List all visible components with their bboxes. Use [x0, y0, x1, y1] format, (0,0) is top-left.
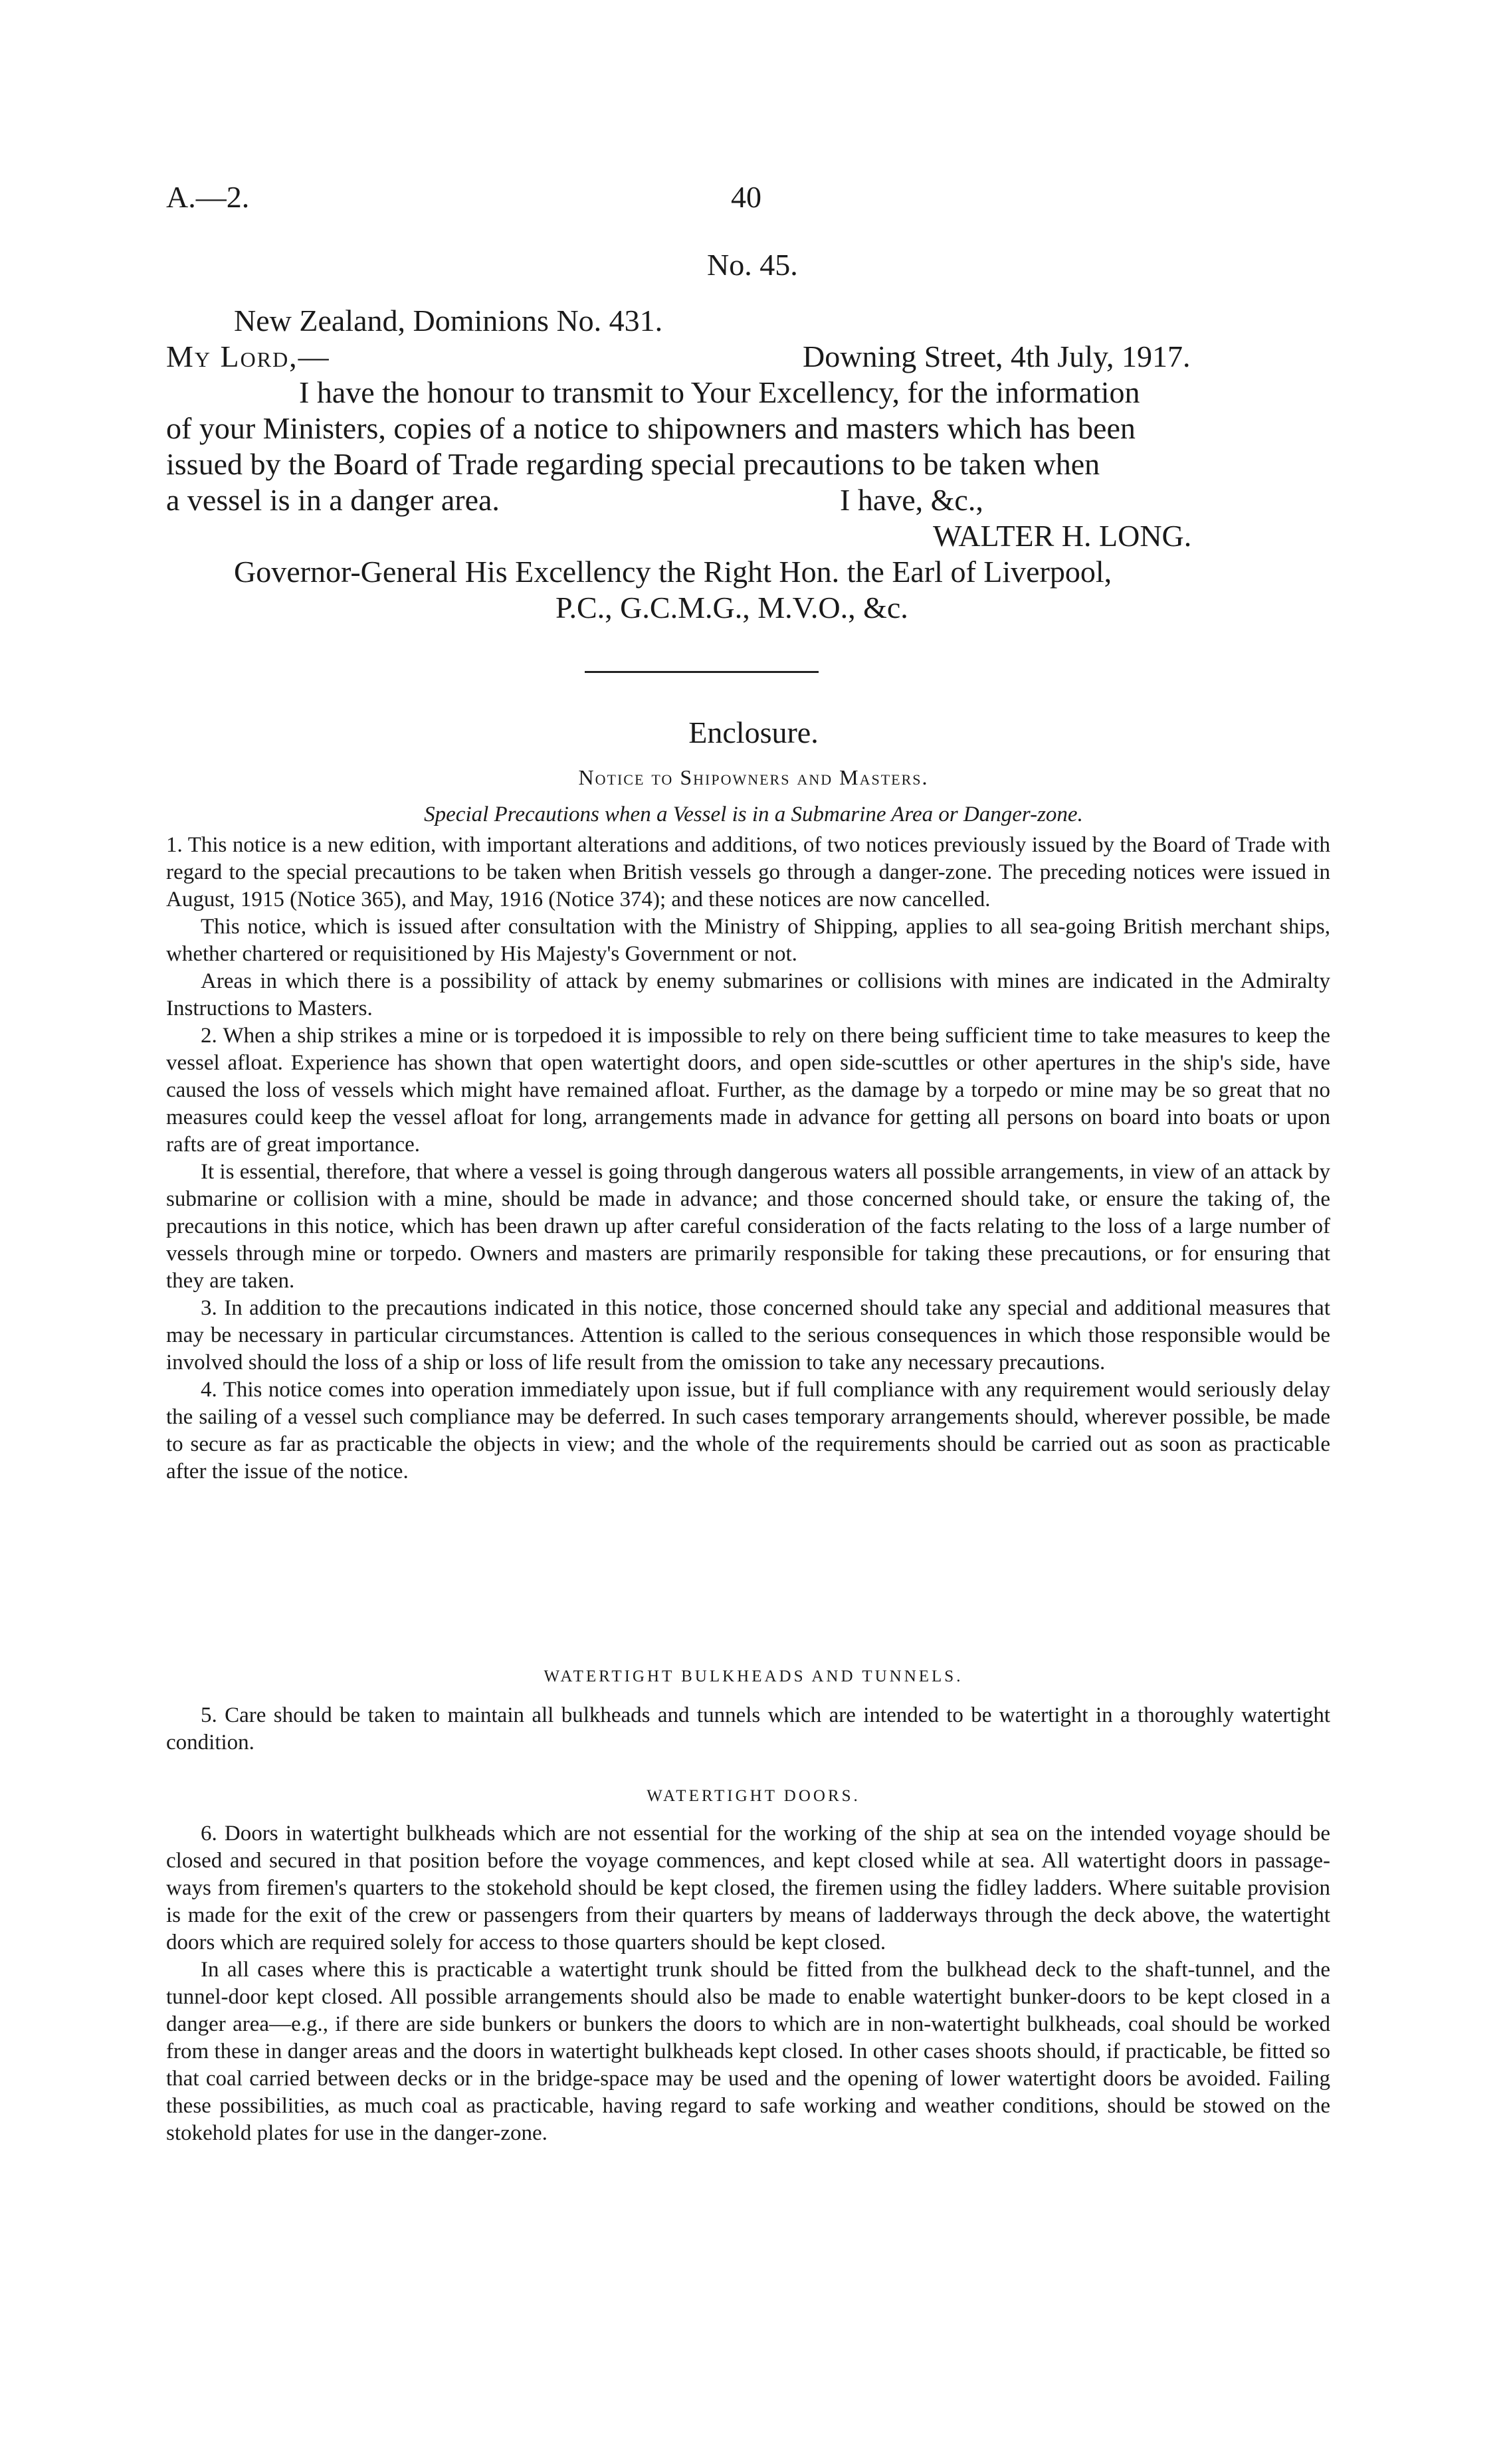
addressee-line: Governor-General His Excellency the Right Hon. the Earl of Liverpool,: [234, 555, 1112, 589]
despatch-body: [166, 375, 1330, 482]
body-line: issued by the Board of Trade regarding special precautions to be taken when: [166, 447, 1100, 481]
paragraph-4: 4. This notice comes into operation immediately upon issue, but if full compliance with any requirement would seriously delay the sailing of a vessel such compliance may be deferred. In such cases temporary arrangements should, wherever possible, be made to secure as far as practicable the objects in view; and the whole of the requirements should be carried out as soon as practicable after the issue of the notice.: [166, 1378, 1330, 1483]
notice-body-part2: [166, 1702, 1330, 1756]
signature: WALTER H. LONG.: [933, 519, 1192, 553]
notice-body-part1: [166, 832, 1330, 1485]
paragraph-2: 2. When a ship strikes a mine or is torpedoed it is impossible to rely on there being sufficient time to take measures to keep the vessel afloat. Experience has shown that open watertight doors, and open side-scuttles or other apertures in the ship's side, have caused the loss of vessels which might have remained afloat. Further, as the damage by a torpedo or mine may be so great that no measures could keep the vessel afloat for long, arrangements made in advance for getting all persons on board into boats or upon rafts are of great importance.: [166, 1024, 1330, 1157]
enclosure-title: Enclosure.: [688, 715, 819, 749]
body-line: of your Ministers, copies of a notice to shipowners and masters which has been: [166, 411, 1136, 445]
page-number: 40: [731, 180, 761, 214]
paragraph-6b: In all cases where this is practicable a watertight trunk should be fitted from the bulkhead deck to the shaft-tunnel, and the tunnel-door kept closed. All possible arrangements should also be made to enable watertight bunker-doors to be kept closed in a danger area—e.g., if there are side bunkers or bunkers the doors to which are in non-watertight bulkheads, coal should be worked from these in danger areas and the doors in watertight bulkheads kept closed. In other cases shoots should, if practicable, be fitted so that coal carried between decks or in the bridge-space may be used and the opening of lower watertight doors be avoided. Failing these possibilities, as much coal as practicable, having regard to safe working and weather conditions, should be stowed on the stokehold plates for use in the danger-zone.: [166, 1958, 1330, 2145]
addressee-honours: P.C., G.C.M.G., M.V.O., &c.: [555, 591, 908, 624]
paragraph-6: 6. Doors in watertight bulkheads which are not essential for the working of the ship at sea on the intended voyage should be closed and secured in that position before the voyage commences, and kept closed while at sea. All watertight doors in passage-ways from firemen's quarters to the stokehold should be kept closed, the firemen using the fidley ladders. Where suitable provision is made for the exit of the crew or passengers from their quarters by means of ladderways through the deck above, the watertight doors which are required solely for access to those quarters should be kept closed.: [166, 1822, 1330, 1954]
body-last-line: a vessel is in a danger area.: [166, 483, 500, 517]
notice-subtitle: Special Precautions when a Vessel is in a Submarine Area or Danger-zone.: [424, 803, 1083, 826]
paragraph-1: 1. This notice is a new edition, with important alterations and additions, of two notices previously issued by the Board of Trade with regard to the special precautions to be taken when British vessels go through a danger-zone. The preceding notices were issued in August, 1915 (Notice 365), and May, 1916 (Notice 374); and these notices are now cancelled.: [166, 833, 1330, 911]
heading-bulkheads: WATERTIGHT BULKHEADS AND TUNNELS.: [544, 1667, 963, 1685]
paragraph-1c: Areas in which there is a possibility of attack by enemy submarines or collisions with mines are indicated in the Admiralty Instructions to Masters.: [166, 969, 1330, 1020]
paragraph-3: 3. In addition to the precautions indicated in this notice, those concerned should take any special and additional measures that may be necessary in particular circumstances. Attention is called to the serious consequences in which those responsible would be involved should the loss of a ship or loss of life result from the omission to take any necessary precautions.: [166, 1296, 1330, 1374]
heading-doors: WATERTIGHT DOORS.: [647, 1787, 860, 1805]
place-date: Downing Street, 4th July, 1917.: [803, 339, 1191, 373]
paragraph-5: 5. Care should be taken to maintain all bulkheads and tunnels which are intended to be watertight in a thoroughly watertight condition.: [166, 1703, 1330, 1754]
paragraph-1b: This notice, which is issued after consultation with the Ministry of Shipping, applies to all sea-going British merchant ships, whether chartered or requisitioned by His Majesty's Government or not.: [166, 915, 1330, 966]
notice-body-part3: [166, 1820, 1330, 2147]
salutation: My Lord,—: [166, 339, 330, 373]
document-reference: A.—2.: [166, 180, 250, 214]
paragraph-2b: It is essential, therefore, that where a vessel is going through dangerous waters all possible arrangements, in view of an attack by submarine or collision with a mine, should be made in advance; and those concerned should take, or ensure the taking of, the precautions in this notice, which has been drawn up after careful consideration of the facts relating to the loss of a large number of vessels through mine or torpedo. Owners and masters are primarily responsible for taking these precautions, or for ensuring that they are taken.: [166, 1160, 1330, 1293]
closing: I have, &c.,: [840, 483, 983, 517]
section-divider: [585, 671, 819, 673]
dominion-reference: New Zealand, Dominions No. 431.: [234, 304, 663, 337]
despatch-number: No. 45.: [707, 248, 798, 282]
notice-heading: Notice to Shipowners and Masters.: [578, 765, 929, 789]
body-line: I have the honour to transmit to Your Excellency, for the information: [299, 375, 1140, 409]
